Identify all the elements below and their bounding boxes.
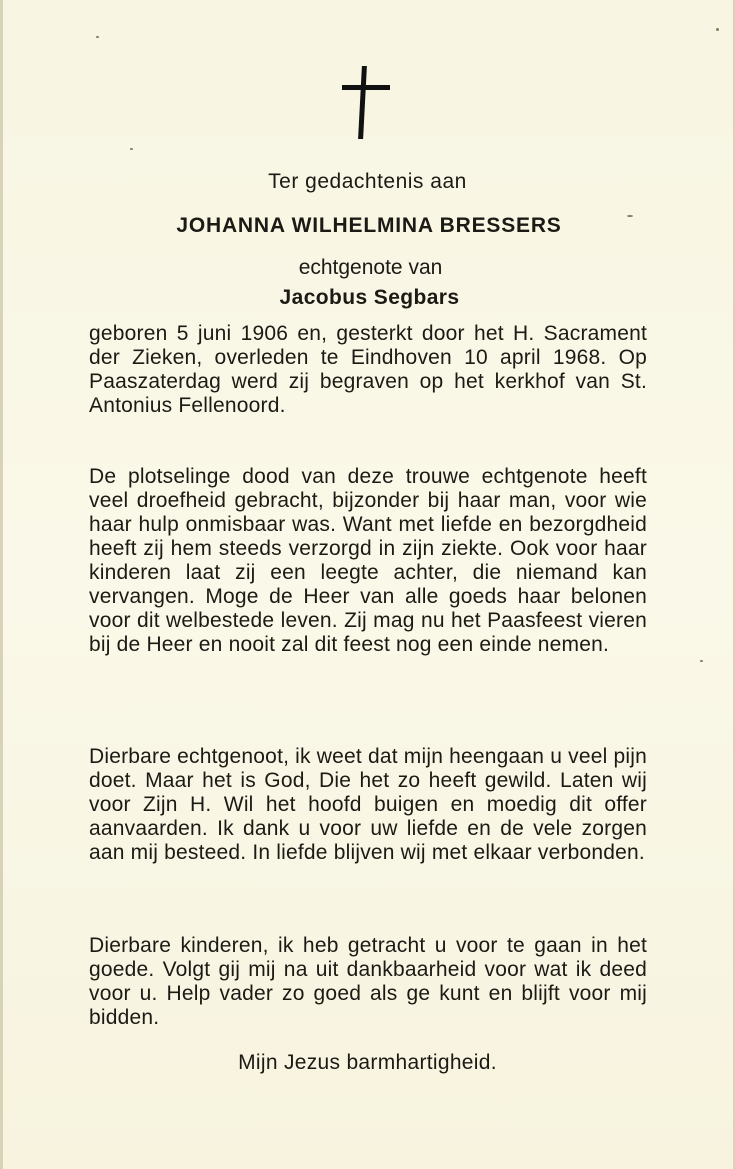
- tribute-paragraph: De plotselinge dood van deze trouwe echtgenote heeft veel droefheid gebracht, bijzonder bij haar man, voor wie haar hulp onmisbaar was. Want met liefde en bezorgdheid heeft zij hem steeds verzorgd in zijn ziekte. Ook voor haar kinderen laat zij een leegte achter, die niemand kan vervangen. Moge de Heer van alle goeds haar belonen voor dit welbestede leven. Zij mag nu het Paasfeest vieren bij de Heer en nooit zal dit feest nog een einde nemen.: [89, 465, 647, 656]
- biography-paragraph: geboren 5 juni 1906 en, gesterkt door het H. Sacrament der Zieken, overleden te Eindhoven 10 april 1968. Op Paaszaterdag werd zij begraven op het kerkhof van St. Antonius Fellenoord.: [89, 322, 647, 417]
- spouse-message-paragraph: Dierbare echtgenoot, ik weet dat mijn heengaan u veel pijn doet. Maar het is God, Die het zo heeft gewild. Laten wij voor Zijn H. Wil het hoofd buigen en moedig dit offer aanvaarden. Ik dank u voor uw liefde en de vele zorgen aan mij besteed. In liefde blijven wij met elkaar verbonden.: [89, 745, 647, 864]
- paper-speck: [130, 148, 133, 150]
- closing-prayer: Mijn Jezus barmhartigheid.: [238, 1051, 497, 1074]
- memorial-intro: Ter gedachtenis aan: [268, 170, 467, 193]
- paper-speck: [700, 660, 703, 662]
- cross-icon: [342, 66, 392, 140]
- paper-speck: [627, 215, 633, 217]
- deceased-name: JOHANNA WILHELMINA BRESSERS: [176, 214, 562, 237]
- children-message-paragraph: Dierbare kinderen, ik heb getracht u voor te gaan in het goede. Volgt gij mij na uit dankbaarheid voor wat ik deed voor u. Help vader zo goed als ge kunt en blijft voor mij bidden.: [89, 934, 647, 1029]
- paper-speck: [716, 28, 719, 31]
- spouse-name: Jacobus Segbars: [279, 286, 460, 309]
- cross-vertical-bar: [358, 66, 367, 139]
- cross-horizontal-bar: [342, 85, 390, 90]
- spouse-intro: echtgenote van: [298, 256, 443, 279]
- paper-speck: [96, 36, 99, 38]
